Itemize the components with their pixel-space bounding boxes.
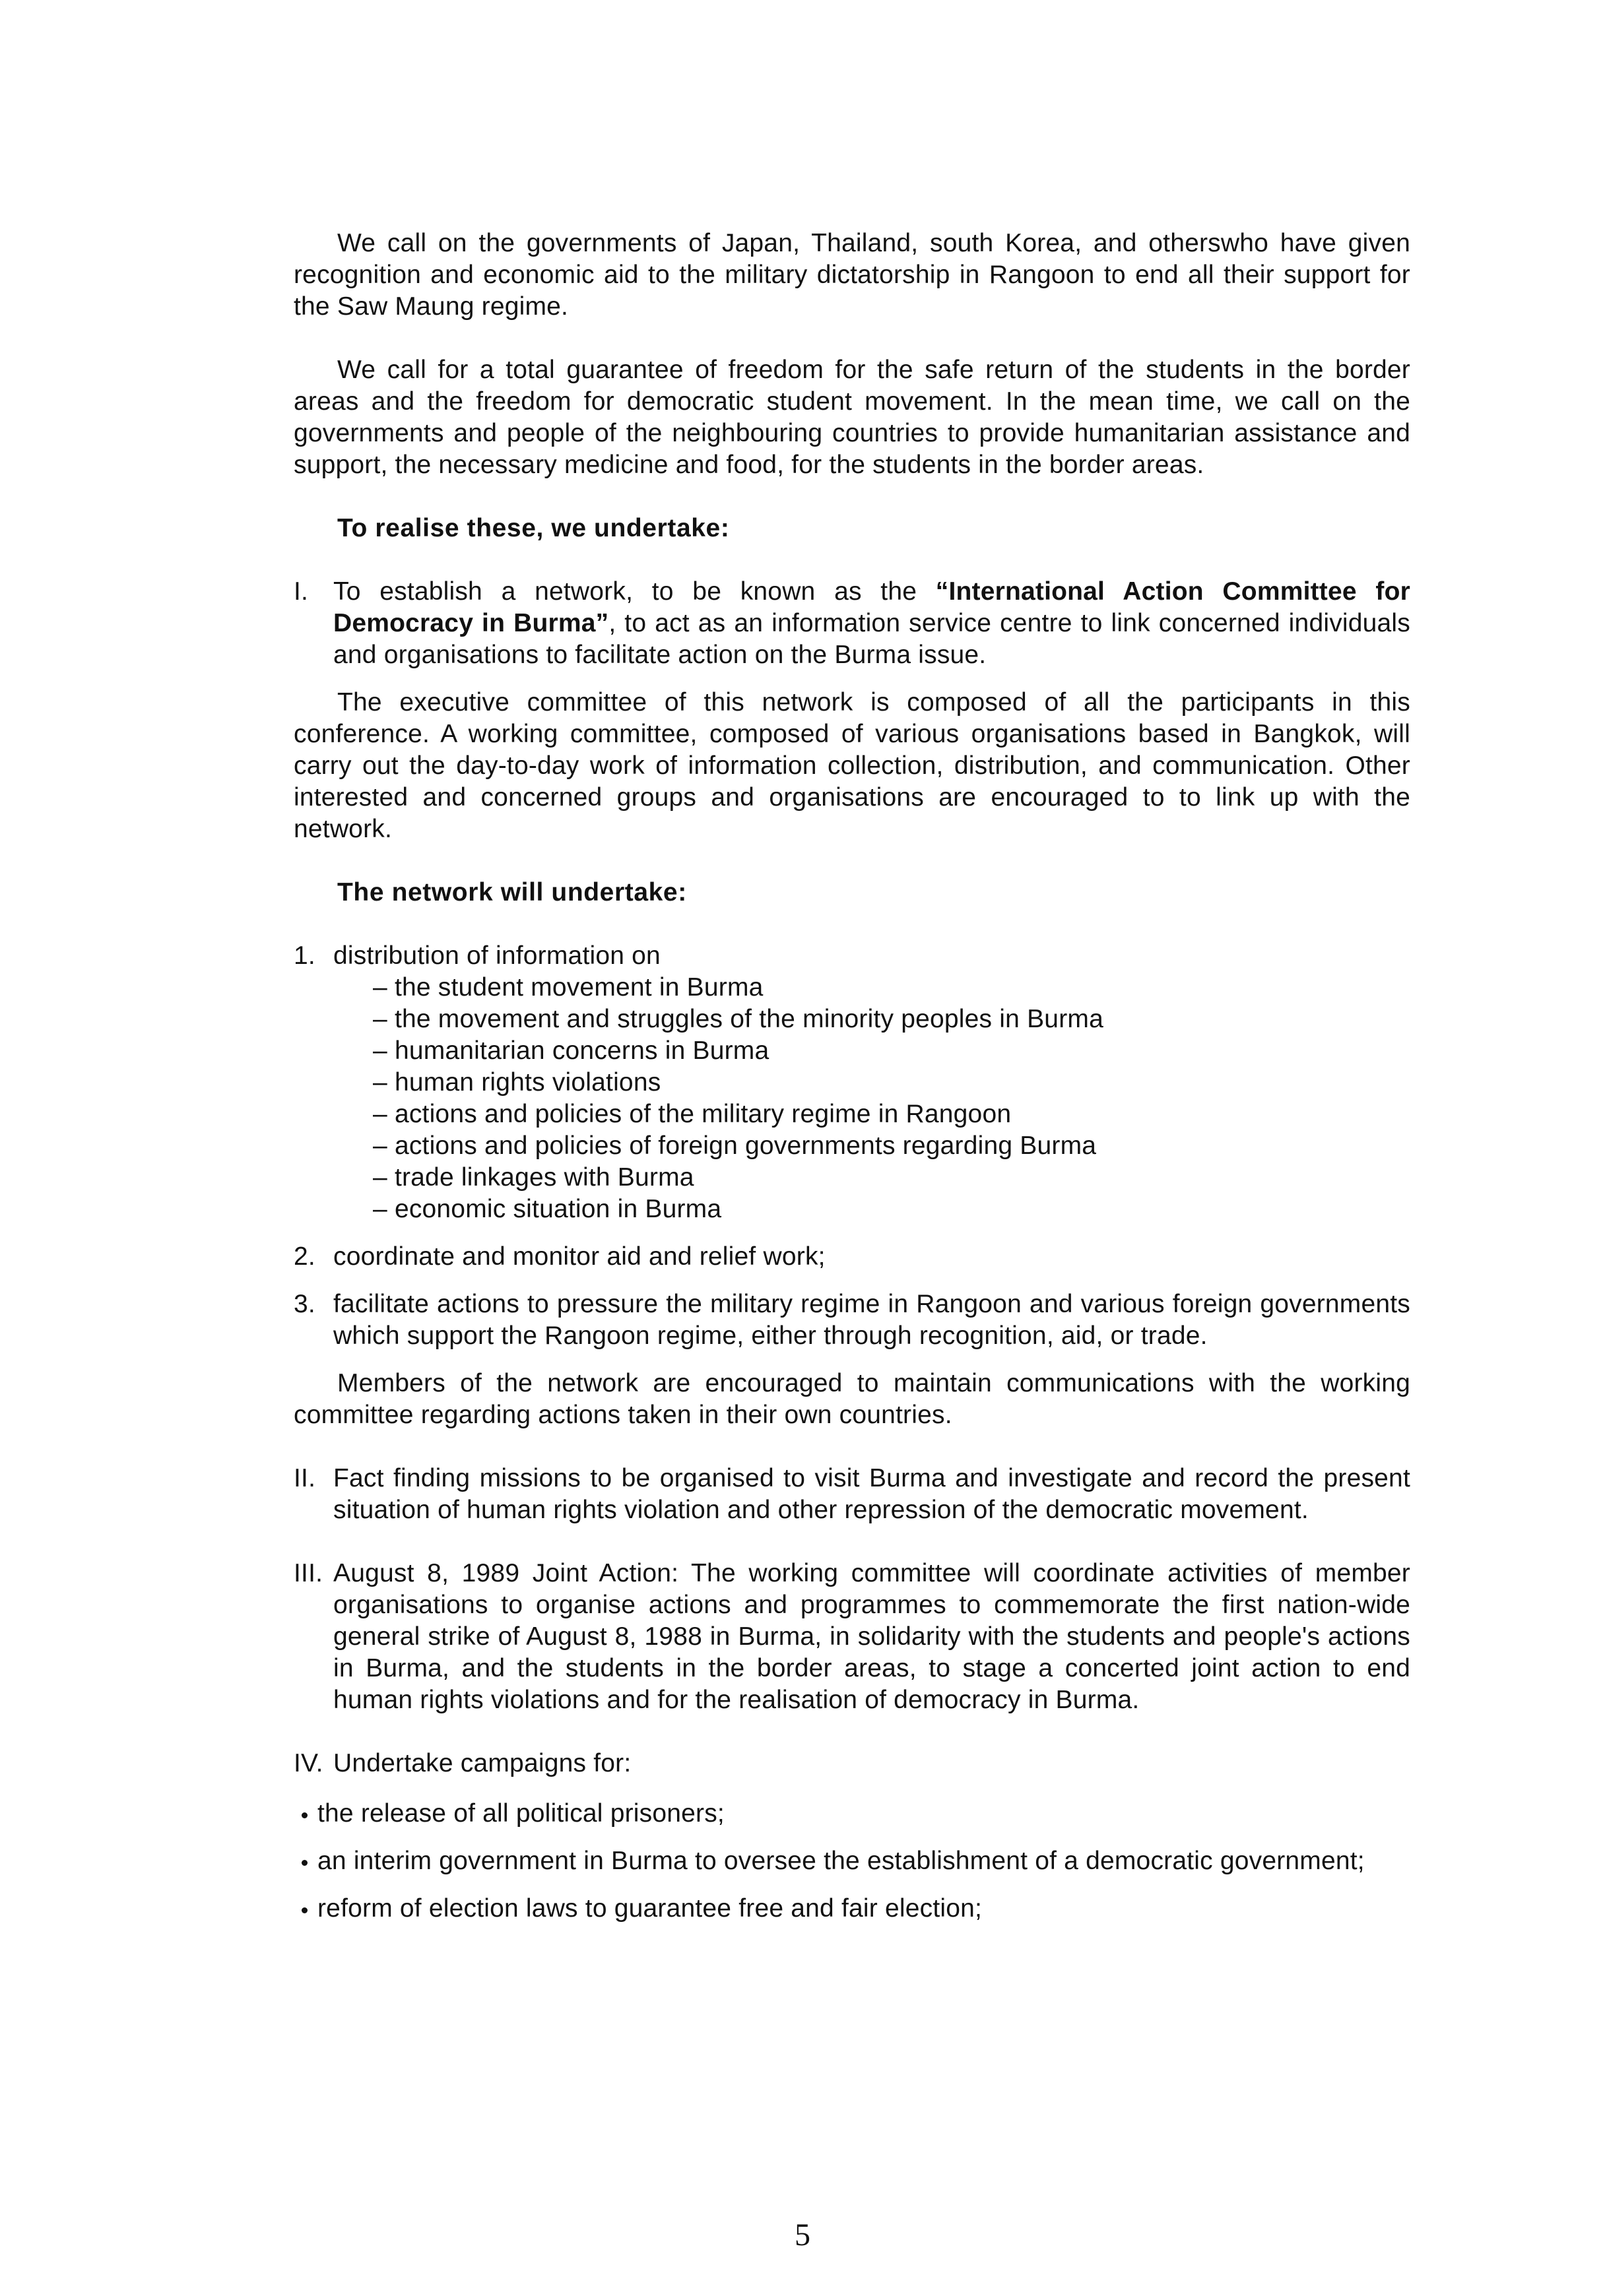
list-item: – economic situation in Burma	[373, 1194, 1410, 1225]
section-network-text-before: To establish a network, to be known as the	[333, 577, 936, 606]
campaigns-list	[294, 1798, 1410, 1925]
section-network-text-after: , to act as an information service centre to link concerned individuals and organisations to facilitate action on the Burma issue.	[333, 609, 1410, 669]
list-item: – humanitarian concerns in Burma	[373, 1035, 1410, 1067]
list-item: an interim government in Burma to oversee the establishment of a democratic government;	[294, 1845, 1410, 1877]
item-number: 1.	[294, 941, 315, 970]
section-network-text	[333, 576, 1410, 671]
section-joint-action	[294, 1558, 1410, 1716]
list-item: the release of all political prisoners;	[294, 1798, 1410, 1830]
section-campaigns	[294, 1748, 1410, 1779]
list-item: – the student movement in Burma	[373, 972, 1410, 1004]
section-marker: IV.	[294, 1749, 323, 1777]
paragraph-freedom-guarantee: We call for a total guarantee of freedom for the safe return of the students in the border areas and the freedom for democratic student movement. In the mean time, we call on the governments and people of the neighbouring countries to provide humanitarian assistance and support, the necessary medicine and food, for the students in the border areas.	[294, 356, 1410, 479]
network-item-pressure	[294, 1289, 1410, 1352]
section-marker: II.	[294, 1464, 316, 1492]
heading-we-undertake: To realise these, we undertake:	[337, 514, 730, 542]
section-marker: I.	[294, 577, 309, 606]
section-fact-finding-text: Fact finding missions to be organised to visit Burma and investigate and record the present situation of human rights violation and other repression of the democratic movement.	[333, 1464, 1410, 1524]
section-network	[294, 576, 1410, 671]
section-marker: III.	[294, 1559, 323, 1587]
list-item: – the movement and struggles of the minority peoples in Burma	[373, 1004, 1410, 1035]
item-number: 2.	[294, 1242, 315, 1271]
section-fact-finding	[294, 1463, 1410, 1526]
page-number: 5	[795, 2217, 810, 2252]
information-topics-list	[333, 972, 1410, 1225]
paragraph-executive-committee: The executive committee of this network is composed of all the participants in this conference. A working committee, composed of various organisations based in Bangkok, will carry out the day-to-day work of information collection, distribution, and communication. Other interested and concerned groups and organisations are encouraged to to link up with the network.	[294, 688, 1410, 843]
heading-network-undertake: The network will undertake:	[337, 878, 687, 907]
paragraph-governments-aid: We call on the governments of Japan, Thailand, south Korea, and otherswho have given recognition and economic aid to the military dictatorship in Rangoon to end all their support for the Saw Maung regime.	[294, 229, 1410, 321]
list-item: – human rights violations	[373, 1067, 1410, 1099]
section-campaigns-text: Undertake campaigns for:	[333, 1749, 632, 1777]
network-item-aid	[294, 1241, 1410, 1273]
item-number: 3.	[294, 1290, 315, 1318]
section-joint-action-text: August 8, 1989 Joint Action: The working committee will coordinate activities of member organisations to organise actions and programmes to commemorate the first nation-wide general strike of August 8, 1988 in Burma, in solidarity with the students and people's actions in Burma, and the students in the border areas, to stage a concerted joint action to end human rights violations and for the realisation of democracy in Burma.	[333, 1559, 1410, 1714]
network-item-distribution-text: distribution of information on	[333, 941, 661, 970]
network-item-aid-text: coordinate and monitor aid and relief work;	[333, 1242, 826, 1271]
list-item: – actions and policies of the military regime in Rangoon	[373, 1099, 1410, 1130]
document-body	[294, 228, 1410, 1925]
paragraph-members: Members of the network are encouraged to maintain communications with the working committee regarding actions taken in their own countries.	[294, 1369, 1410, 1429]
network-item-pressure-text: facilitate actions to pressure the military regime in Rangoon and various foreign governments which support the Rangoon regime, either through recognition, aid, or trade.	[333, 1290, 1410, 1350]
network-item-distribution	[294, 940, 1410, 1225]
list-item: – trade linkages with Burma	[373, 1162, 1410, 1194]
list-item: reform of election laws to guarantee free and fair election;	[294, 1893, 1410, 1925]
network-name: “International Action Committee for Democracy in Burma”	[333, 577, 1410, 637]
list-item: – actions and policies of foreign governments regarding Burma	[373, 1130, 1410, 1162]
